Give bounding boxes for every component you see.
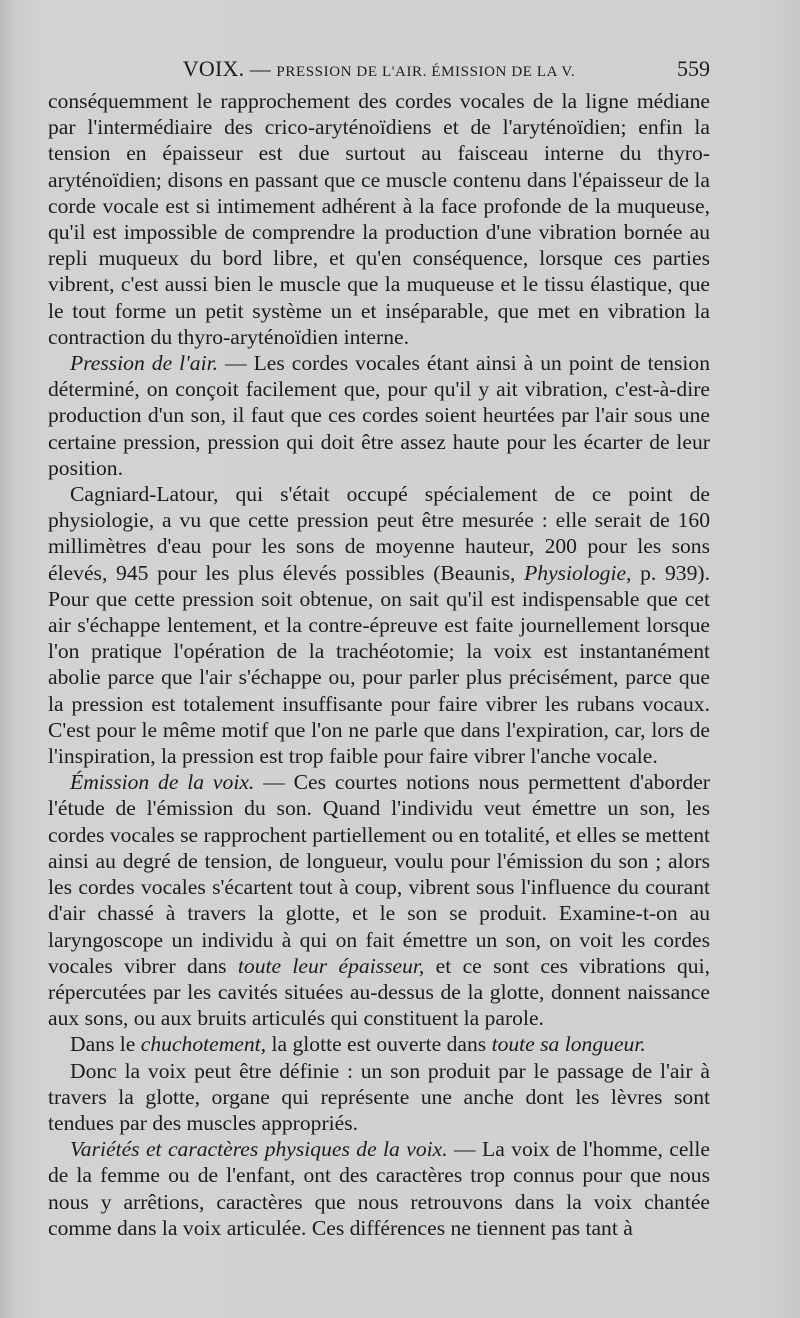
paragraph-1: conséquemment le rapprochement des cordes vocales de la ligne médiane par l'intermédiaire des crico-aryténoïdiens et de l'aryténoïdien; enfin la tension en épaisseur est due surtout au faisceau interne du thyro-aryténoïdien; disons en passant que ce muscle contenu dans l'épaisseur de la corde vocale est si intimement adhérent à la face profonde de la muqueuse, qu'il est impossible de comprendre la production d'une vibration bornée au repli muqueux du bord libre, et qu'en conséquence, lorsque ces parties vibrent, c'est aussi bien le muscle que la muqueuse et le tissu élastique, que le tout forme un petit système un et inséparable, que met en vibration la contraction du thyro-aryténoïdien interne. bbox=[48, 89, 710, 349]
running-title-section: PRESSION DE L'AIR. ÉMISSION DE LA V. bbox=[276, 64, 576, 80]
paragraph-3-text: Cagniard-Latour, qui s'était occupé spécialement de ce point de physiologie, a vu que cette pression peut être mesurée : elle serait de 160 millimètres d'eau pour les sons de moyenne hauteur, 200 pour les sons élevés, 945 pour les plus élevés possibles (Beaunis, bbox=[48, 482, 710, 585]
paragraph-emission-de-la-voix bbox=[48, 769, 710, 1031]
section-heading-emission: Émission de la voix. bbox=[70, 770, 255, 795]
paragraph-2-text: — Les cordes vocales étant ainsi à un point de tension déterminé, on conçoit facilement que, pour qu'il y ait vibration, c'est-à-dire production d'un son, il faut que ces cordes soient heurtées par l'air sous une certaine pression, pression qui doit être assez haute pour les écarter de leur position. bbox=[48, 351, 710, 480]
emphasis-toute-leur-epaisseur: toute leur épaisseur, bbox=[237, 953, 425, 978]
running-title bbox=[48, 56, 710, 82]
paragraph-3-text-cont: p. 939). Pour que cette pression soit obtenue, on sait qu'il est indispensable que cet air s'échappe lentement, et la contre-épreuve est faite journellement lorsque l'on pratique l'opération de la trachéotomie; la voix est instantanément abolie parce que l'air s'échappe ou, pour parler plus précisément, parce que la pression est totalement insuffisante pour faire vibrer les rubans vocaux. C'est pour le même motif que l'on ne parle que dans l'expiration, car, lors de l'inspiration, la pression est trop faible pour faire vibrer l'anche vocale. bbox=[48, 560, 710, 769]
paragraph-varietes bbox=[48, 1136, 710, 1241]
paragraph-definition-voix: Donc la voix peut être définie : un son produit par le passage de l'air à travers la glotte, organe qui représente une anche dont les lèvres sont tendues par des muscles appropriés. bbox=[48, 1058, 710, 1135]
page-number: 559 bbox=[677, 56, 710, 81]
body-text bbox=[48, 88, 710, 1241]
paragraph-chuchotement bbox=[48, 1031, 710, 1057]
paragraph-5-text-cont: la glotte est ouverte dans bbox=[266, 1032, 492, 1057]
section-heading-pression: Pression de l'air. bbox=[70, 351, 218, 376]
emphasis-toute-sa-longueur: toute sa longueur. bbox=[491, 1032, 646, 1057]
citation-physiologie: Physiologie, bbox=[524, 560, 632, 585]
section-heading-varietes: Variétés et caractères physiques de la voix. bbox=[70, 1137, 448, 1162]
paragraph-7-text: — La voix de l'homme, celle de la femme ou de l'enfant, ont des caractères trop connus pour que nous nous y arrêtions, caractères que nous retrouvons dans la voix chantée comme dans la voix articulée. Ces différences ne tiennent pas tant à bbox=[48, 1137, 710, 1240]
paragraph-cagniard-latour bbox=[48, 481, 710, 769]
running-title-voix: VOIX. bbox=[182, 56, 245, 81]
running-title-dash: — bbox=[244, 57, 277, 81]
running-header bbox=[48, 56, 710, 86]
paragraph-4-text: — Ces courtes notions nous permettent d'aborder l'étude de l'émission du son. Quand l'individu veut émettre un son, les cordes vocales se rapprochent partiellement ou en totalité, et elles se mettent ainsi au degré de tension, de longueur, voulu pour l'émission du son ; alors les cordes vocales s'écartent tout à coup, vibrent sous l'influence du courant d'air chassé à travers la glotte, et le son se produit. Examine-t-on au laryngoscope un individu à qui on fait émettre un son, on voit les cordes vocales vibrer dans bbox=[48, 770, 711, 978]
paragraph-5-text: Dans le bbox=[70, 1032, 141, 1057]
paragraph-pression-de-l-air bbox=[48, 350, 710, 481]
paragraph-4-text-cont: et ce sont ces vibrations qui, répercutées par les cavités situées au-dessus de la glotte, donnent naissance aux sons, ou aux bruits articulés qui constituent la parole. bbox=[48, 953, 710, 1031]
emphasis-chuchotement: chuchotement, bbox=[140, 1032, 267, 1057]
